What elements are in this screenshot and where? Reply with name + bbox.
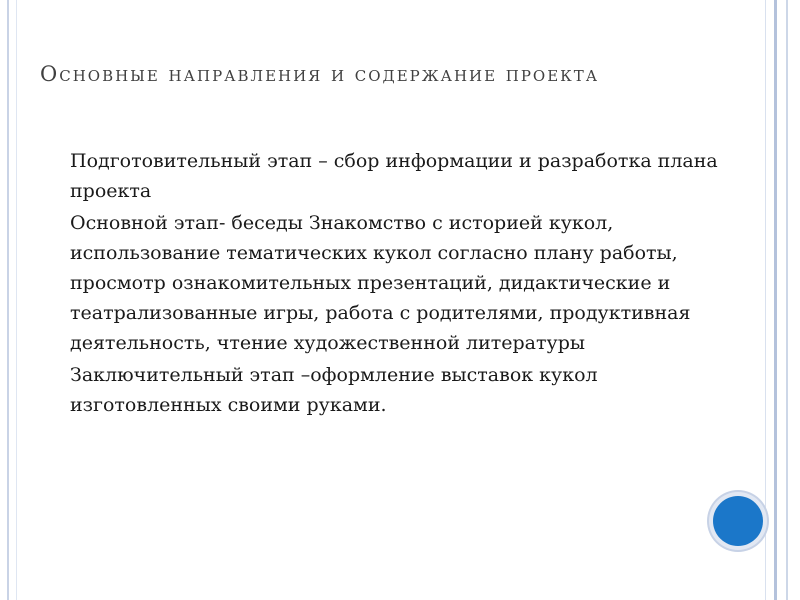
bullet-text: Основной этап- беседы Знакомство с историей кукол, использование тематических кукол согласно плану работы, просмотр ознакомительных презентаций, дидактические и театрализованные игры, работа с родителями, продуктивная деятельность, чтение художественной литературы: [70, 212, 691, 354]
slide-title: Основные направления и содержание проекта: [40, 62, 600, 86]
left-border-stripe: [7, 0, 9, 600]
bullet-text: Подготовительный этап – сбор информации и разработка плана проекта: [70, 150, 718, 202]
bullet-list: [40, 146, 730, 422]
right-border-line: [765, 0, 766, 600]
right-border-stripe: [774, 0, 777, 600]
bullet-item-preparatory: [40, 146, 730, 206]
bullet-item-final: [40, 360, 730, 420]
decorative-circle-icon: [713, 496, 763, 546]
left-border-line: [16, 0, 17, 600]
bullet-item-main: [40, 208, 730, 358]
right-border-outer-stripe: [786, 0, 788, 600]
bullet-text: Заключительный этап –оформление выставок кукол изготовленных своими руками.: [70, 364, 598, 416]
